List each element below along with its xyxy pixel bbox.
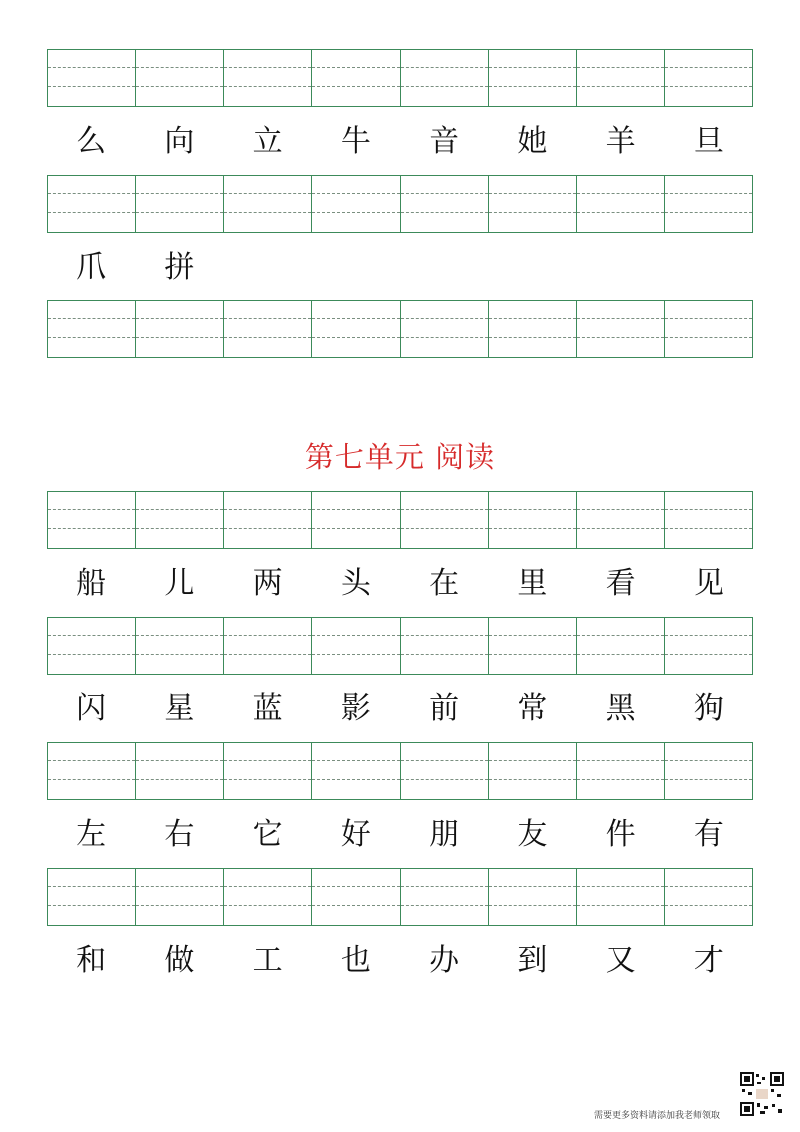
- character: 么: [76, 124, 107, 159]
- character: 做: [164, 943, 195, 978]
- character: 有: [693, 817, 724, 852]
- character: 旦: [693, 124, 724, 159]
- grid-cell: [401, 176, 489, 232]
- character: 到: [517, 943, 548, 978]
- writing-grid-2: [47, 175, 753, 233]
- char-row-5: [47, 813, 753, 857]
- character: 件: [605, 817, 636, 852]
- grid-cell: [48, 176, 136, 232]
- character: 才: [693, 943, 724, 978]
- grid-cell: [224, 176, 312, 232]
- grid-cell: [489, 50, 577, 106]
- writing-grid-1: [47, 49, 753, 107]
- grid-cell: [401, 618, 489, 674]
- grid-cell: [577, 492, 665, 548]
- grid-cell: [489, 618, 577, 674]
- grid-cell: [401, 50, 489, 106]
- grid-cell: [48, 618, 136, 674]
- grid-cell: [312, 743, 400, 799]
- character: [665, 246, 753, 290]
- character: 前: [429, 691, 460, 726]
- grid-cell: [577, 743, 665, 799]
- writing-grid-4: [47, 491, 753, 549]
- character: 牛: [340, 124, 371, 159]
- writing-grid-5: [47, 617, 753, 675]
- character: [400, 246, 488, 290]
- grid-cell: [312, 301, 400, 357]
- grid-cell: [48, 50, 136, 106]
- grid-cell: [48, 492, 136, 548]
- grid-cell: [136, 869, 224, 925]
- grid-cell: [665, 50, 752, 106]
- character: 办: [429, 943, 460, 978]
- character: 也: [340, 943, 371, 978]
- section-title: 第七单元 阅读: [304, 440, 496, 474]
- character: 见: [693, 566, 724, 601]
- grid-cell: [665, 743, 752, 799]
- grid-cell: [48, 743, 136, 799]
- grid-cell: [577, 869, 665, 925]
- char-row-2: [47, 246, 753, 290]
- character: 黑: [605, 691, 636, 726]
- grid-cell: [577, 176, 665, 232]
- character: 里: [517, 566, 548, 601]
- qr-code-icon: [740, 1072, 784, 1116]
- character: 星: [164, 691, 195, 726]
- character: 她: [517, 124, 548, 159]
- grid-cell: [224, 301, 312, 357]
- grid-cell: [665, 301, 752, 357]
- character: 闪: [76, 691, 107, 726]
- grid-cell: [401, 492, 489, 548]
- grid-cell: [489, 869, 577, 925]
- grid-cell: [224, 492, 312, 548]
- grid-cell: [136, 618, 224, 674]
- character: 船: [76, 566, 107, 601]
- grid-cell: [312, 869, 400, 925]
- grid-cell: [489, 301, 577, 357]
- writing-grid-6: [47, 742, 753, 800]
- character: 看: [605, 566, 636, 601]
- character: 右: [164, 817, 195, 852]
- grid-cell: [489, 743, 577, 799]
- grid-cell: [577, 50, 665, 106]
- grid-cell: [665, 492, 752, 548]
- character: 友: [517, 817, 548, 852]
- grid-cell: [489, 176, 577, 232]
- grid-cell: [312, 618, 400, 674]
- footer-note: 需要更多资料请添加我老师领取: [594, 1111, 721, 1121]
- grid-cell: [401, 743, 489, 799]
- grid-cell: [665, 176, 752, 232]
- character: 狗: [693, 691, 724, 726]
- character: 它: [252, 817, 283, 852]
- grid-cell: [489, 492, 577, 548]
- char-row-4: [47, 687, 753, 731]
- character: 在: [429, 566, 460, 601]
- grid-cell: [312, 492, 400, 548]
- grid-cell: [224, 743, 312, 799]
- grid-cell: [312, 176, 400, 232]
- char-row-1: [47, 120, 753, 164]
- character: [312, 246, 400, 290]
- grid-cell: [136, 492, 224, 548]
- grid-cell: [401, 869, 489, 925]
- grid-cell: [136, 176, 224, 232]
- grid-cell: [224, 618, 312, 674]
- character: 拼: [164, 250, 195, 285]
- grid-cell: [312, 50, 400, 106]
- grid-cell: [48, 301, 136, 357]
- character: 羊: [605, 124, 636, 159]
- grid-cell: [136, 301, 224, 357]
- character: 朋: [429, 817, 460, 852]
- character: 影: [340, 691, 371, 726]
- character: 儿: [164, 566, 195, 601]
- grid-cell: [136, 743, 224, 799]
- writing-grid-3: [47, 300, 753, 358]
- grid-cell: [577, 301, 665, 357]
- character: 蓝: [252, 691, 283, 726]
- grid-cell: [665, 869, 752, 925]
- writing-grid-7: [47, 868, 753, 926]
- grid-cell: [136, 50, 224, 106]
- grid-cell: [665, 618, 752, 674]
- character: 两: [252, 566, 283, 601]
- character: 向: [164, 124, 195, 159]
- grid-cell: [48, 869, 136, 925]
- char-row-3: [47, 562, 753, 606]
- character: 好: [340, 817, 371, 852]
- character: 音: [429, 124, 460, 159]
- grid-cell: [224, 50, 312, 106]
- grid-cell: [401, 301, 489, 357]
- character: 又: [605, 943, 636, 978]
- character: 和: [76, 943, 107, 978]
- grid-cell: [224, 869, 312, 925]
- character: [488, 246, 576, 290]
- character: 头: [340, 566, 371, 601]
- character: 爪: [76, 250, 107, 285]
- character: 常: [517, 691, 548, 726]
- character: 左: [76, 817, 107, 852]
- character: [224, 246, 312, 290]
- character: [577, 246, 665, 290]
- grid-cell: [577, 618, 665, 674]
- char-row-6: [47, 939, 753, 983]
- character: 立: [252, 124, 283, 159]
- character: 工: [252, 943, 283, 978]
